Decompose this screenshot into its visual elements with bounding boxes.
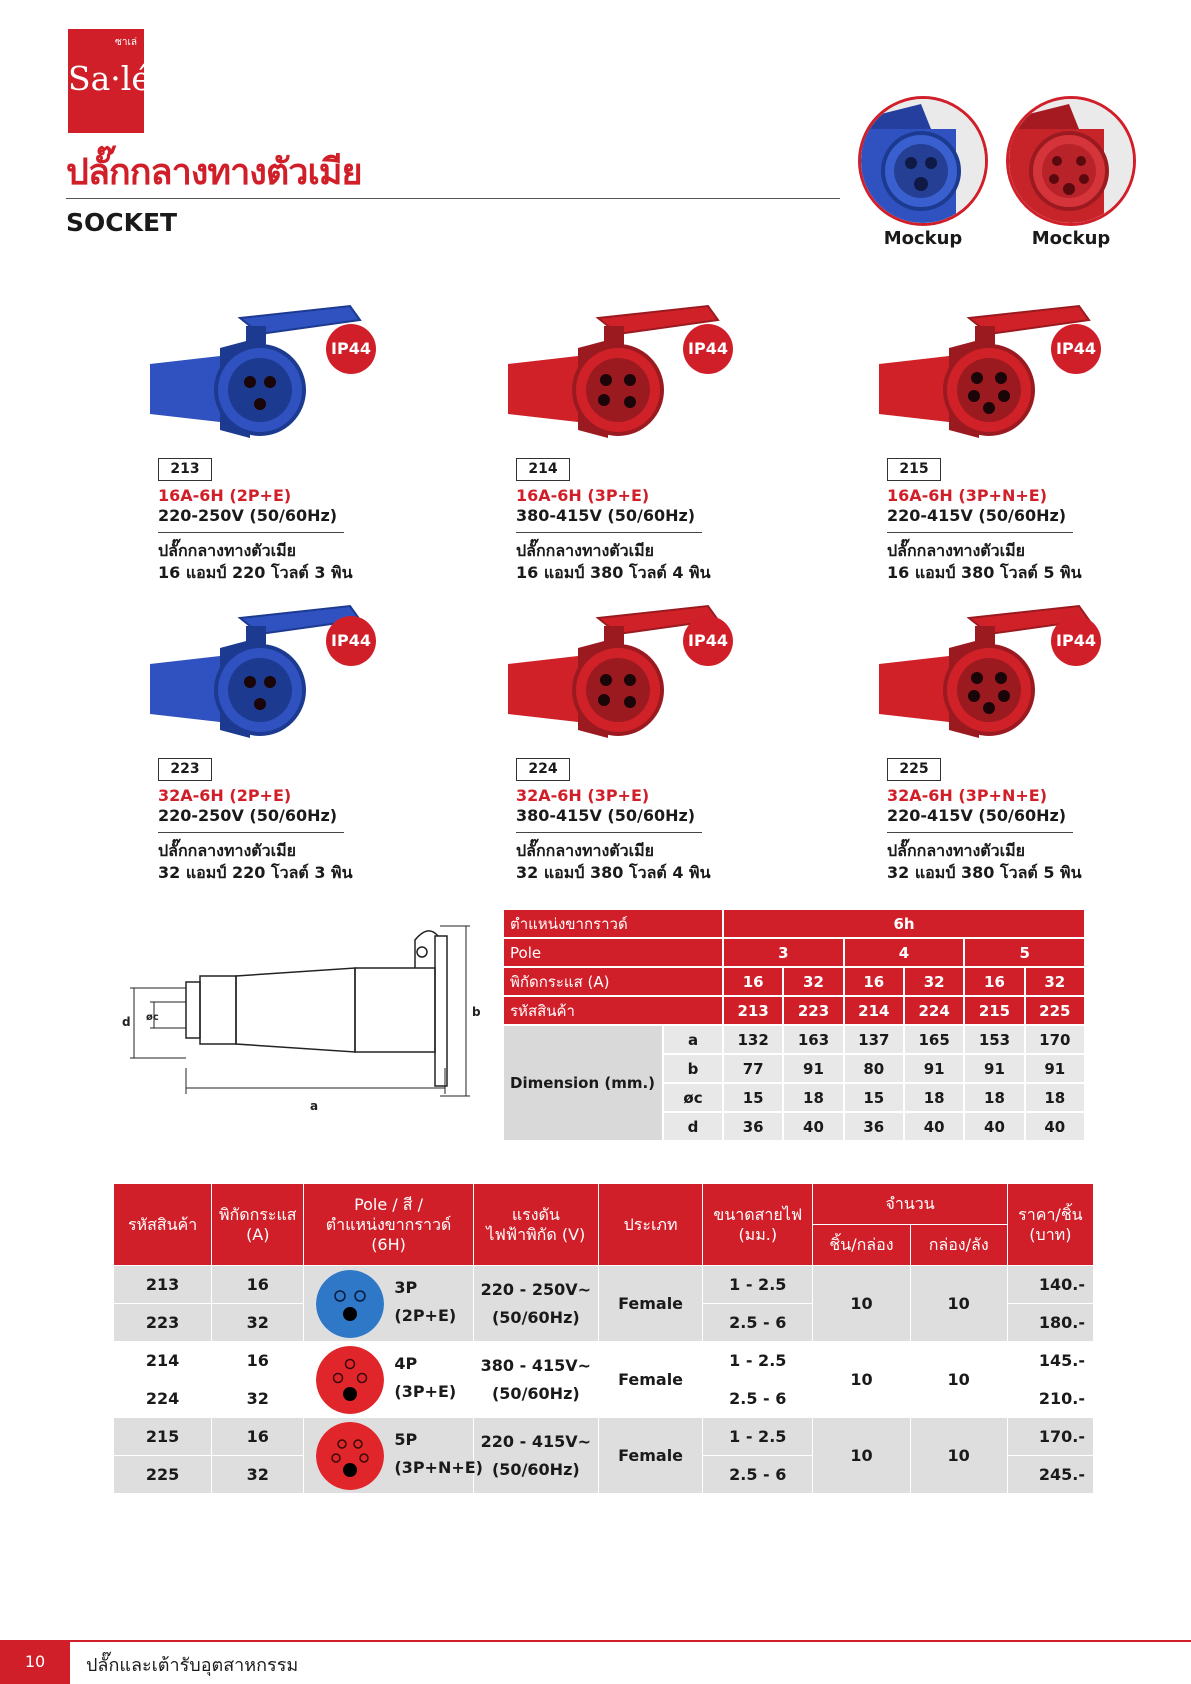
product-description xyxy=(887,840,1082,884)
row-qty-box: 10 xyxy=(813,1266,910,1342)
product-rating: 16A-6H (3P+N+E) xyxy=(887,486,1047,505)
pole-4: 4 xyxy=(844,938,965,967)
footer-text: ปลั๊กและเต้ารับอุตสาหกรรม xyxy=(86,1655,299,1676)
dimension-value: 170 xyxy=(1025,1025,1085,1054)
code-value: 225 xyxy=(1025,996,1085,1025)
page-title: ปลั๊กกลางทางตัวเมีย xyxy=(66,152,362,193)
product-rating: 32A-6H (2P+E) xyxy=(158,786,292,805)
row-qty-case: 10 xyxy=(910,1342,1007,1418)
dimension-value: 91 xyxy=(904,1054,964,1083)
product-desc-line1: ปลั๊กกลางทางตัวเมีย xyxy=(516,841,655,860)
table-row xyxy=(114,1418,1094,1456)
product-desc-line2: 16 แอมป์ 220 โวลต์ 3 พิน xyxy=(158,563,353,582)
dimension-key: b xyxy=(663,1054,723,1083)
ip-rating-badge: IP44 xyxy=(683,324,733,374)
th-qty-case: กล่อง/ลัง xyxy=(910,1225,1007,1266)
product-desc-line1: ปลั๊กกลางทางตัวเมีย xyxy=(887,541,1026,560)
product-rating: 32A-6H (3P+N+E) xyxy=(887,786,1047,805)
row-pole xyxy=(304,1342,473,1418)
product-desc-line2: 32 แอมป์ 380 โวลต์ 5 พิน xyxy=(887,863,1082,882)
product-rating: 32A-6H (3P+E) xyxy=(516,786,650,805)
row-cable: 1 - 2.5 xyxy=(703,1342,813,1380)
row-current: 32 xyxy=(212,1456,304,1494)
th-code: รหัสสินค้า xyxy=(114,1184,212,1266)
product-card xyxy=(508,298,828,588)
dimension-value: 163 xyxy=(783,1025,843,1054)
row-cable: 2.5 - 6 xyxy=(703,1456,813,1494)
th-current: พิกัดกระแส (A) xyxy=(212,1184,304,1266)
dimension-value: 80 xyxy=(844,1054,904,1083)
product-photo xyxy=(508,298,808,448)
product-photo xyxy=(150,598,450,748)
th-pole: Pole / สี / ตำแหน่งขากราวด์ (6H) xyxy=(304,1184,473,1266)
row-qty-case: 10 xyxy=(910,1266,1007,1342)
mockup-label-2: Mockup xyxy=(1031,228,1111,249)
current-label: พิกัดกระแส (A) xyxy=(503,967,723,996)
product-divider xyxy=(516,832,702,833)
product-desc-line1: ปลั๊กกลางทางตัวเมีย xyxy=(158,541,297,560)
product-divider xyxy=(887,832,1073,833)
page-number: 10 xyxy=(0,1642,70,1684)
dimension-value: 91 xyxy=(1025,1054,1085,1083)
row-cable: 2.5 - 6 xyxy=(703,1380,813,1418)
pole-3: 3 xyxy=(723,938,844,967)
ip-rating-badge: IP44 xyxy=(683,616,733,666)
table-row xyxy=(114,1342,1094,1380)
row-cable: 1 - 2.5 xyxy=(703,1418,813,1456)
pole-color-icon xyxy=(316,1422,384,1490)
row-price: 140.- xyxy=(1007,1266,1093,1304)
product-description xyxy=(516,840,711,884)
product-desc-line2: 32 แอมป์ 380 โวลต์ 4 พิน xyxy=(516,863,711,882)
row-cable: 2.5 - 6 xyxy=(703,1304,813,1342)
ip-rating-badge: IP44 xyxy=(1051,616,1101,666)
th-qty: จำนวน xyxy=(813,1184,1007,1225)
product-desc-line1: ปลั๊กกลางทางตัวเมีย xyxy=(887,841,1026,860)
brand-logo xyxy=(68,29,151,133)
dim-b-label: b xyxy=(472,1005,481,1019)
product-voltage: 220-250V (50/60Hz) xyxy=(158,506,338,525)
current-value: 32 xyxy=(783,967,843,996)
code-value: 215 xyxy=(964,996,1024,1025)
product-card xyxy=(879,598,1191,888)
product-photo xyxy=(879,298,1179,448)
row-price: 210.- xyxy=(1007,1380,1093,1418)
product-card xyxy=(150,598,470,888)
product-rating: 16A-6H (3P+E) xyxy=(516,486,650,505)
product-divider xyxy=(158,532,344,533)
dimension-key: a xyxy=(663,1025,723,1054)
product-divider xyxy=(158,832,344,833)
current-value: 16 xyxy=(964,967,1024,996)
current-value: 32 xyxy=(904,967,964,996)
th-cable: ขนาดสายไฟ (มม.) xyxy=(703,1184,813,1266)
row-type: Female xyxy=(598,1266,702,1342)
product-description xyxy=(158,540,353,584)
row-current: 32 xyxy=(212,1304,304,1342)
dimension-value: 18 xyxy=(904,1083,964,1112)
dimension-value: 15 xyxy=(723,1083,783,1112)
th-price: ราคา/ชิ้น (บาท) xyxy=(1007,1184,1093,1266)
product-photo xyxy=(508,598,808,748)
dimension-value: 77 xyxy=(723,1054,783,1083)
row-price: 170.- xyxy=(1007,1418,1093,1456)
row-type: Female xyxy=(598,1418,702,1494)
product-rating: 16A-6H (2P+E) xyxy=(158,486,292,505)
row-price: 180.- xyxy=(1007,1304,1093,1342)
row-current: 16 xyxy=(212,1342,304,1380)
mockup-label-1: Mockup xyxy=(883,228,963,249)
dimension-value: 165 xyxy=(904,1025,964,1054)
row-cable: 1 - 2.5 xyxy=(703,1266,813,1304)
pole-text: 4P (3P+E) xyxy=(394,1354,457,1401)
product-desc-line1: ปลั๊กกลางทางตัวเมีย xyxy=(516,541,655,560)
dimension-value: 36 xyxy=(844,1112,904,1141)
row-code: 224 xyxy=(114,1380,212,1418)
pole-color-icon xyxy=(316,1346,384,1414)
earth-value: 6h xyxy=(723,909,1085,938)
product-desc-line2: 16 แอมป์ 380 โวลต์ 4 พิน xyxy=(516,563,711,582)
dimension-value: 137 xyxy=(844,1025,904,1054)
dim-a-label: a xyxy=(310,1099,319,1113)
dimension-value: 91 xyxy=(783,1054,843,1083)
row-voltage: 220 - 415V~ (50/60Hz) xyxy=(473,1418,598,1494)
row-voltage: 380 - 415V~ (50/60Hz) xyxy=(473,1342,598,1418)
row-code: 214 xyxy=(114,1342,212,1380)
dim-d-label: d xyxy=(122,1015,131,1029)
product-photo xyxy=(879,598,1179,748)
row-code: 215 xyxy=(114,1418,212,1456)
dimension-value: 153 xyxy=(964,1025,1024,1054)
ip-rating-badge: IP44 xyxy=(326,324,376,374)
code-value: 214 xyxy=(844,996,904,1025)
row-type: Female xyxy=(598,1342,702,1418)
dimension-table xyxy=(502,908,1086,1142)
product-table xyxy=(113,1183,1094,1494)
row-qty-case: 10 xyxy=(910,1418,1007,1494)
product-voltage: 380-415V (50/60Hz) xyxy=(516,506,696,525)
product-card xyxy=(879,298,1191,588)
dimension-value: 36 xyxy=(723,1112,783,1141)
page-subtitle: SOCKET xyxy=(66,208,178,237)
product-code: 214 xyxy=(516,458,570,481)
product-desc-line1: ปลั๊กกลางทางตัวเมีย xyxy=(158,841,297,860)
product-photo xyxy=(150,298,450,448)
row-code: 223 xyxy=(114,1304,212,1342)
product-description xyxy=(887,540,1082,584)
product-code: 213 xyxy=(158,458,212,481)
row-voltage: 220 - 250V~ (50/60Hz) xyxy=(473,1266,598,1342)
product-card xyxy=(150,298,470,588)
row-pole xyxy=(304,1418,483,1494)
dimension-value: 18 xyxy=(1025,1083,1085,1112)
product-code: 215 xyxy=(887,458,941,481)
earth-label: ตำแหน่งขากราวด์ xyxy=(503,909,723,938)
product-code: 223 xyxy=(158,758,212,781)
th-voltage: แรงดัน ไฟฟ้าพิกัด (V) xyxy=(473,1184,598,1266)
pole-text: 3P (2P+E) xyxy=(394,1278,457,1325)
title-divider xyxy=(66,198,840,199)
ip-rating-badge: IP44 xyxy=(326,616,376,666)
dimension-value: 40 xyxy=(1025,1112,1085,1141)
current-value: 16 xyxy=(844,967,904,996)
product-code: 224 xyxy=(516,758,570,781)
th-qty-box: ชิ้น/กล่อง xyxy=(813,1225,910,1266)
dimension-key: øc xyxy=(663,1083,723,1112)
pole-label: Pole xyxy=(503,938,723,967)
dimension-value: 40 xyxy=(964,1112,1024,1141)
mockup-blue-image xyxy=(858,96,988,226)
row-pole xyxy=(304,1266,473,1342)
row-qty-box: 10 xyxy=(813,1418,910,1494)
code-value: 224 xyxy=(904,996,964,1025)
product-code: 225 xyxy=(887,758,941,781)
dimension-value: 91 xyxy=(964,1054,1024,1083)
pole-5: 5 xyxy=(964,938,1085,967)
table-row xyxy=(114,1266,1094,1304)
product-desc-line2: 16 แอมป์ 380 โวลต์ 5 พิน xyxy=(887,563,1082,582)
brand-small: ซาเล่ xyxy=(115,37,137,48)
dimension-value: 18 xyxy=(783,1083,843,1112)
dimension-value: 15 xyxy=(844,1083,904,1112)
code-value: 223 xyxy=(783,996,843,1025)
row-price: 145.- xyxy=(1007,1342,1093,1380)
row-current: 16 xyxy=(212,1418,304,1456)
code-value: 213 xyxy=(723,996,783,1025)
product-voltage: 220-415V (50/60Hz) xyxy=(887,806,1067,825)
product-description xyxy=(158,840,353,884)
brand-name: Sa·lé xyxy=(68,59,151,98)
dimension-value: 18 xyxy=(964,1083,1024,1112)
pole-text: 5P (3P+N+E) xyxy=(394,1430,483,1477)
row-current: 16 xyxy=(212,1266,304,1304)
product-description xyxy=(516,540,711,584)
product-divider xyxy=(887,532,1073,533)
dimension-value: 40 xyxy=(783,1112,843,1141)
product-voltage: 380-415V (50/60Hz) xyxy=(516,806,696,825)
product-voltage: 220-250V (50/60Hz) xyxy=(158,806,338,825)
row-price: 245.- xyxy=(1007,1456,1093,1494)
footer-rule xyxy=(0,1640,1191,1642)
row-code: 213 xyxy=(114,1266,212,1304)
row-qty-box: 10 xyxy=(813,1342,910,1418)
ip-rating-badge: IP44 xyxy=(1051,324,1101,374)
th-type: ประเภท xyxy=(598,1184,702,1266)
product-desc-line2: 32 แอมป์ 220 โวลต์ 3 พิน xyxy=(158,863,353,882)
row-current: 32 xyxy=(212,1380,304,1418)
current-value: 32 xyxy=(1025,967,1085,996)
dimension-diagram xyxy=(110,918,490,1118)
dimension-key: d xyxy=(663,1112,723,1141)
current-value: 16 xyxy=(723,967,783,996)
pole-color-icon xyxy=(316,1270,384,1338)
dimension-label: Dimension (mm.) xyxy=(503,1025,663,1141)
code-label: รหัสสินค้า xyxy=(503,996,723,1025)
product-voltage: 220-415V (50/60Hz) xyxy=(887,506,1067,525)
dimension-value: 132 xyxy=(723,1025,783,1054)
mockup-red-image xyxy=(1006,96,1136,226)
product-card xyxy=(508,598,828,888)
product-divider xyxy=(516,532,702,533)
row-code: 225 xyxy=(114,1456,212,1494)
dimension-value: 40 xyxy=(904,1112,964,1141)
dim-c-label: øc xyxy=(146,1012,159,1023)
